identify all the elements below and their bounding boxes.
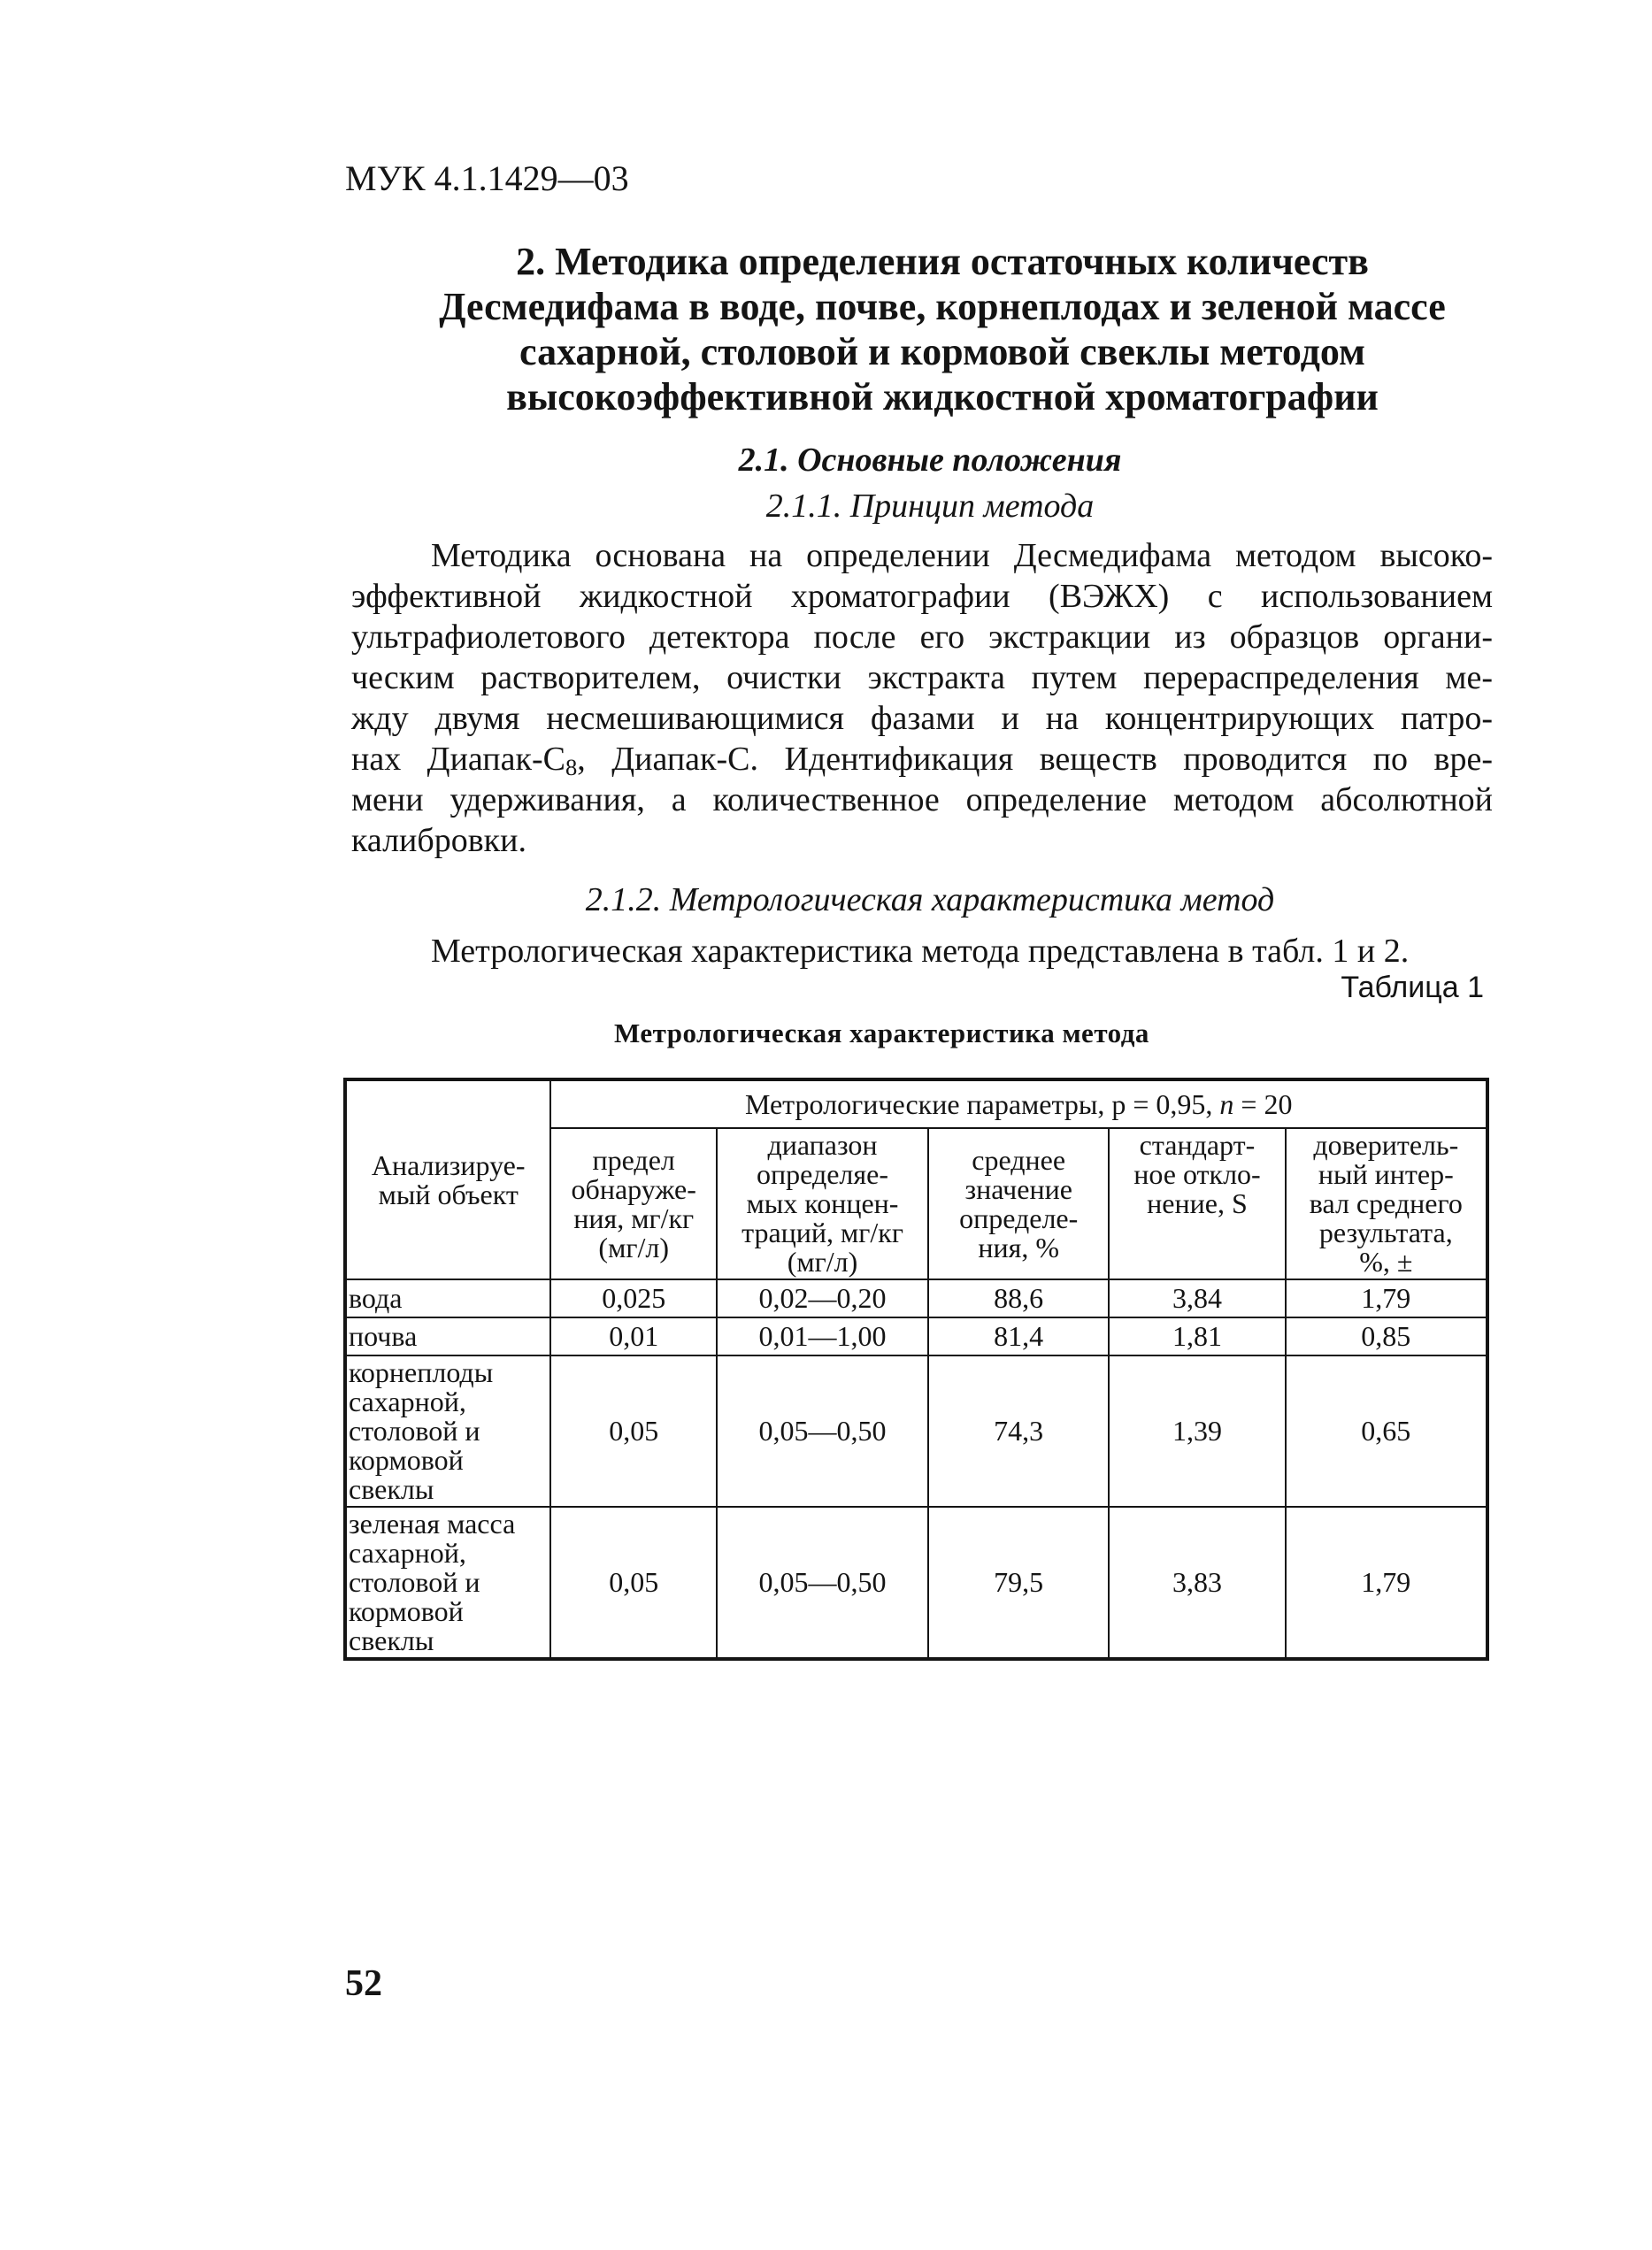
diapak-c-text: нах Диапак-C [351, 741, 565, 778]
metrology-table [343, 1078, 1489, 1661]
object-text: корнеплоды [349, 1356, 494, 1388]
header-text: обнаруже- [571, 1172, 696, 1205]
cell-std-dev: 3,84 [1109, 1279, 1285, 1317]
header-text: вал среднего [1309, 1187, 1463, 1219]
method-principle-paragraph [351, 535, 1493, 861]
object-text: кормовой [349, 1444, 464, 1476]
header-text: Анализируе- [371, 1148, 526, 1181]
subsection-heading-2-1: 2.1. Основные положения [738, 442, 1122, 479]
paragraph-line: мени удерживания, а количественное определение методом абсолютной [351, 781, 1493, 818]
table-label: Таблица 1 [1341, 971, 1484, 1004]
object-text: столовой и [349, 1566, 480, 1598]
header-text: ния, % [978, 1231, 1059, 1263]
header-text: мый объект [378, 1178, 519, 1210]
header-text: (мг/л) [598, 1231, 669, 1263]
object-text: сахарной, [349, 1537, 466, 1569]
row-object: почва [345, 1317, 550, 1355]
object-text: зеленая масса [349, 1508, 516, 1540]
table-row [345, 1317, 1487, 1355]
paragraph-line: ультрафиолетового детектора после его экстракции из образцов органи- [351, 618, 1493, 656]
identification-text: , Диапак-С. Идентификация веществ проводится по вре- [577, 741, 1493, 778]
object-header [345, 1079, 550, 1279]
row-object [345, 1507, 550, 1659]
header-text: определяе- [757, 1158, 888, 1190]
subsection-heading-2-1-1: 2.1.1. Принцип метода [765, 488, 1095, 525]
table-row [345, 1279, 1487, 1317]
header-text: нение, S [1147, 1187, 1248, 1219]
section-title [372, 239, 1513, 419]
object-text: столовой и [349, 1415, 480, 1447]
cell-mean: 74,3 [928, 1355, 1109, 1507]
title-line: высокоэффективной жидкостной хроматографии [506, 375, 1379, 419]
cell-std-dev: 1,81 [1109, 1317, 1285, 1355]
paragraph-line: жду двумя несмешивающимися фазами и на концентрирующих патро- [351, 700, 1493, 737]
header-text: траций, мг/кг [741, 1217, 903, 1248]
header-text: значение [964, 1172, 1072, 1205]
cell-confidence-interval: 0,65 [1286, 1355, 1487, 1507]
params-header-n: n [1219, 1087, 1234, 1120]
object-text: кормовой [349, 1595, 464, 1627]
header-text: среднее [972, 1143, 1066, 1176]
row-object: вода [345, 1279, 550, 1317]
cell-std-dev: 3,83 [1109, 1507, 1285, 1659]
cell-detection-limit: 0,05 [550, 1355, 717, 1507]
cell-detection-limit: 0,01 [550, 1317, 717, 1355]
paragraph-line: эффективной жидкостной хроматографии (ВЭЖХ) с использованием [351, 578, 1493, 615]
row-object [345, 1355, 550, 1507]
cell-range: 0,02—0,20 [717, 1279, 928, 1317]
object-text: свеклы [349, 1473, 434, 1505]
params-header-text: Метрологические параметры, р = 0,95, [744, 1087, 1220, 1120]
params-header-n-value: = 20 [1233, 1087, 1293, 1120]
cell-range: 0,05—0,50 [717, 1507, 928, 1659]
subsection-heading-2-1-2: 2.1.2. Метрологическая характеристика метод [585, 881, 1275, 918]
header-text: стандарт- [1139, 1129, 1256, 1161]
cell-range: 0,01—1,00 [717, 1317, 928, 1355]
cell-mean: 88,6 [928, 1279, 1109, 1317]
header-text: %, ± [1359, 1246, 1413, 1278]
object-text: свеклы [349, 1624, 434, 1656]
title-line: Десмедифама в воде, почве, корнеплодах и зеленой массе [439, 285, 1446, 328]
header-text: диапазон [767, 1129, 878, 1161]
cell-mean: 79,5 [928, 1507, 1109, 1659]
header-text: ния, мг/кг [573, 1202, 695, 1234]
header-text: ный интер- [1318, 1158, 1454, 1190]
table-row [345, 1355, 1487, 1507]
table-row [345, 1507, 1487, 1659]
table-title: Метрологическая характеристика метода [614, 1017, 1149, 1048]
header-text: мых концен- [746, 1187, 899, 1219]
title-line: 2. Методика определения остаточных количеств [516, 240, 1369, 283]
paragraph-line: Методика основана на определении Десмедифама методом высоко- [431, 537, 1493, 574]
header-text: ное откло- [1133, 1158, 1261, 1190]
header-text: предел [592, 1143, 675, 1176]
column-header-range [717, 1128, 928, 1279]
header-text: (мг/л) [787, 1246, 858, 1278]
subscript-8: 8 [565, 754, 578, 780]
cell-confidence-interval: 1,79 [1286, 1507, 1487, 1659]
column-header-mean [928, 1128, 1109, 1279]
cell-detection-limit: 0,05 [550, 1507, 717, 1659]
title-line: сахарной, столовой и кормовой свеклы методом [519, 330, 1365, 373]
header-text: определе- [959, 1202, 1079, 1234]
paragraph-line [351, 739, 1493, 779]
header-text: результата, [1318, 1217, 1453, 1248]
object-text: сахарной, [349, 1386, 466, 1417]
cell-confidence-interval: 1,79 [1286, 1279, 1487, 1317]
column-header-std-dev [1109, 1128, 1285, 1279]
table-header-row [345, 1079, 1487, 1128]
cell-range: 0,05—0,50 [717, 1355, 928, 1507]
header-text: доверитель- [1313, 1129, 1459, 1161]
column-header-detection-limit [550, 1128, 717, 1279]
running-head: МУК 4.1.1429—03 [345, 158, 629, 198]
paragraph-line: калибровки. [351, 822, 526, 859]
metrology-paragraph: Метрологическая характеристика метода представлена в табл. 1 и 2. [431, 933, 1410, 970]
page-number: 52 [345, 1963, 382, 2004]
cell-detection-limit: 0,025 [550, 1279, 717, 1317]
paragraph-line: ческим растворителем, очистки экстракта путем перераспределения ме- [351, 659, 1493, 696]
cell-confidence-interval: 0,85 [1286, 1317, 1487, 1355]
cell-std-dev: 1,39 [1109, 1355, 1285, 1507]
column-header-confidence-interval [1286, 1128, 1487, 1279]
params-header [550, 1079, 1487, 1128]
cell-mean: 81,4 [928, 1317, 1109, 1355]
